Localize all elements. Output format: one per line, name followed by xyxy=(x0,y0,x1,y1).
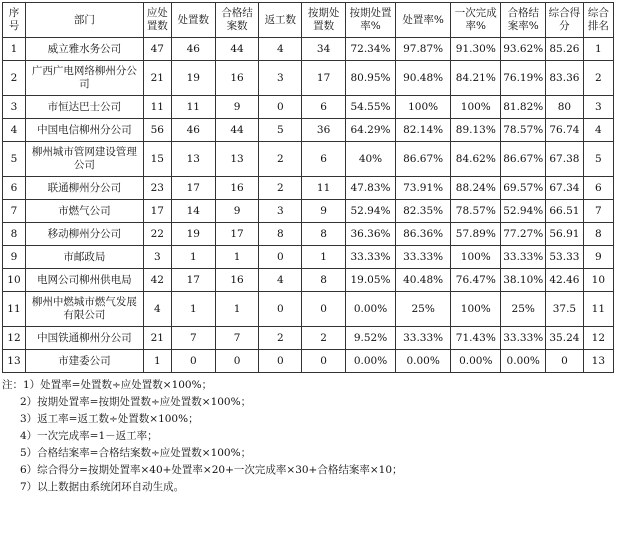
cell-index: 9 xyxy=(3,246,26,269)
table-row xyxy=(3,38,614,61)
cell-score: 67.38 xyxy=(546,142,584,177)
cell-department: 市燃气公司 xyxy=(25,200,143,223)
header-qualified-rate: 合格结案率% xyxy=(501,3,546,38)
cell-rework-count: 2 xyxy=(259,327,302,350)
cell-rank: 11 xyxy=(583,292,613,327)
note-item: 7）以上数据由系统闭环自动生成。 xyxy=(20,481,185,493)
cell-department: 威立雅水务公司 xyxy=(25,38,143,61)
cell-first-pass-rate: 100% xyxy=(451,292,501,327)
cell-handle-rate: 100% xyxy=(396,96,451,119)
cell-ontime-rate: 40% xyxy=(345,142,395,177)
table-row xyxy=(3,61,614,96)
cell-index: 2 xyxy=(3,61,26,96)
cell-due-count: 23 xyxy=(143,177,171,200)
cell-qualified-count: 44 xyxy=(215,38,259,61)
cell-index: 8 xyxy=(3,223,26,246)
cell-rework-count: 0 xyxy=(259,96,302,119)
cell-handle-rate: 73.91% xyxy=(396,177,451,200)
cell-due-count: 22 xyxy=(143,223,171,246)
cell-ontime-count: 0 xyxy=(302,292,346,327)
cell-index: 5 xyxy=(3,142,26,177)
cell-score: 76.74 xyxy=(546,119,584,142)
cell-ontime-rate: 52.94% xyxy=(345,200,395,223)
cell-score: 53.33 xyxy=(546,246,584,269)
cell-ontime-count: 6 xyxy=(302,142,346,177)
cell-handled-count: 7 xyxy=(171,327,215,350)
cell-ontime-rate: 36.36% xyxy=(345,223,395,246)
cell-first-pass-rate: 57.89% xyxy=(451,223,501,246)
cell-handled-count: 17 xyxy=(171,177,215,200)
cell-ontime-rate: 9.52% xyxy=(345,327,395,350)
cell-rework-count: 8 xyxy=(259,223,302,246)
header-index: 序号 xyxy=(3,3,26,38)
cell-qualified-count: 0 xyxy=(215,350,259,373)
cell-rank: 8 xyxy=(583,223,613,246)
cell-due-count: 56 xyxy=(143,119,171,142)
cell-qualified-count: 16 xyxy=(215,269,259,292)
cell-handle-rate: 90.48% xyxy=(396,61,451,96)
cell-due-count: 4 xyxy=(143,292,171,327)
cell-rank: 12 xyxy=(583,327,613,350)
cell-index: 3 xyxy=(3,96,26,119)
cell-ontime-rate: 54.55% xyxy=(345,96,395,119)
cell-score: 0 xyxy=(546,350,584,373)
cell-due-count: 1 xyxy=(143,350,171,373)
cell-qualified-rate: 76.19% xyxy=(501,61,546,96)
cell-first-pass-rate: 84.21% xyxy=(451,61,501,96)
cell-ontime-count: 2 xyxy=(302,327,346,350)
cell-handle-rate: 82.35% xyxy=(396,200,451,223)
cell-score: 35.24 xyxy=(546,327,584,350)
cell-department: 柳州中燃城市燃气发展有限公司 xyxy=(25,292,143,327)
cell-due-count: 15 xyxy=(143,142,171,177)
cell-index: 10 xyxy=(3,269,26,292)
cell-handled-count: 19 xyxy=(171,61,215,96)
cell-rework-count: 0 xyxy=(259,292,302,327)
cell-qualified-count: 9 xyxy=(215,200,259,223)
cell-ontime-count: 36 xyxy=(302,119,346,142)
cell-rank: 10 xyxy=(583,269,613,292)
cell-handle-rate: 82.14% xyxy=(396,119,451,142)
cell-handle-rate: 97.87% xyxy=(396,38,451,61)
header-score: 综合得分 xyxy=(546,3,584,38)
cell-due-count: 42 xyxy=(143,269,171,292)
cell-ontime-rate: 80.95% xyxy=(345,61,395,96)
cell-handle-rate: 33.33% xyxy=(396,246,451,269)
header-handled-count: 处置数 xyxy=(171,3,215,38)
header-first-pass-rate: 一次完成率% xyxy=(451,3,501,38)
cell-qualified-count: 1 xyxy=(215,246,259,269)
header-handle-rate: 处置率% xyxy=(396,3,451,38)
cell-department: 移动柳州分公司 xyxy=(25,223,143,246)
cell-department: 电网公司柳州供电局 xyxy=(25,269,143,292)
cell-qualified-count: 9 xyxy=(215,96,259,119)
cell-first-pass-rate: 0.00% xyxy=(451,350,501,373)
cell-handle-rate: 25% xyxy=(396,292,451,327)
cell-due-count: 3 xyxy=(143,246,171,269)
cell-ontime-count: 6 xyxy=(302,96,346,119)
note-item: 5）合格结案率=合格结案数÷应处置数×100%； xyxy=(20,447,252,459)
header-ontime-rate: 按期处置率% xyxy=(345,3,395,38)
cell-handled-count: 0 xyxy=(171,350,215,373)
cell-index: 11 xyxy=(3,292,26,327)
cell-index: 4 xyxy=(3,119,26,142)
cell-handle-rate: 86.36% xyxy=(396,223,451,246)
cell-qualified-rate: 78.57% xyxy=(501,119,546,142)
cell-rank: 1 xyxy=(583,38,613,61)
cell-handled-count: 11 xyxy=(171,96,215,119)
cell-qualified-count: 17 xyxy=(215,223,259,246)
cell-rank: 7 xyxy=(583,200,613,223)
cell-rank: 5 xyxy=(583,142,613,177)
cell-ontime-rate: 33.33% xyxy=(345,246,395,269)
cell-index: 7 xyxy=(3,200,26,223)
table-header-row xyxy=(3,3,614,38)
header-department: 部门 xyxy=(25,3,143,38)
cell-due-count: 17 xyxy=(143,200,171,223)
cell-ontime-count: 1 xyxy=(302,246,346,269)
cell-department: 市邮政局 xyxy=(25,246,143,269)
cell-ontime-count: 11 xyxy=(302,177,346,200)
note-item: 4）一次完成率=1－返工率； xyxy=(20,430,158,442)
note-item: 2）按期处置率=按期处置数÷应处置数×100%； xyxy=(20,396,252,408)
cell-ontime-count: 0 xyxy=(302,350,346,373)
cell-department: 广西广电网络柳州分公司 xyxy=(25,61,143,96)
cell-due-count: 11 xyxy=(143,96,171,119)
note-item: 注：1）处置率=处置数÷应处置数×100%； xyxy=(2,379,213,391)
cell-rework-count: 0 xyxy=(259,350,302,373)
cell-score: 66.51 xyxy=(546,200,584,223)
cell-handled-count: 13 xyxy=(171,142,215,177)
cell-score: 85.26 xyxy=(546,38,584,61)
cell-department: 中国铁通柳州分公司 xyxy=(25,327,143,350)
cell-handle-rate: 86.67% xyxy=(396,142,451,177)
cell-score: 67.34 xyxy=(546,177,584,200)
cell-handled-count: 46 xyxy=(171,38,215,61)
table-row xyxy=(3,350,614,373)
cell-rank: 4 xyxy=(583,119,613,142)
table-row xyxy=(3,327,614,350)
cell-qualified-rate: 33.33% xyxy=(501,327,546,350)
cell-due-count: 21 xyxy=(143,327,171,350)
cell-first-pass-rate: 78.57% xyxy=(451,200,501,223)
notes-section xyxy=(2,373,614,496)
cell-score: 56.91 xyxy=(546,223,584,246)
table-row xyxy=(3,292,614,327)
cell-rework-count: 0 xyxy=(259,246,302,269)
cell-ontime-count: 34 xyxy=(302,38,346,61)
cell-rank: 6 xyxy=(583,177,613,200)
cell-qualified-count: 44 xyxy=(215,119,259,142)
cell-qualified-count: 1 xyxy=(215,292,259,327)
cell-handle-rate: 33.33% xyxy=(396,327,451,350)
cell-first-pass-rate: 88.24% xyxy=(451,177,501,200)
cell-ontime-rate: 64.29% xyxy=(345,119,395,142)
cell-ontime-count: 8 xyxy=(302,269,346,292)
cell-qualified-rate: 81.82% xyxy=(501,96,546,119)
cell-rank: 3 xyxy=(583,96,613,119)
cell-qualified-rate: 86.67% xyxy=(501,142,546,177)
cell-index: 6 xyxy=(3,177,26,200)
cell-score: 83.36 xyxy=(546,61,584,96)
cell-ontime-count: 17 xyxy=(302,61,346,96)
cell-ontime-count: 9 xyxy=(302,200,346,223)
cell-qualified-count: 7 xyxy=(215,327,259,350)
cell-score: 80 xyxy=(546,96,584,119)
cell-rework-count: 2 xyxy=(259,142,302,177)
cell-handled-count: 19 xyxy=(171,223,215,246)
header-rework-count: 返工数 xyxy=(259,3,302,38)
cell-due-count: 47 xyxy=(143,38,171,61)
cell-qualified-rate: 38.10% xyxy=(501,269,546,292)
table-row xyxy=(3,119,614,142)
cell-first-pass-rate: 91.30% xyxy=(451,38,501,61)
cell-rework-count: 5 xyxy=(259,119,302,142)
cell-first-pass-rate: 100% xyxy=(451,96,501,119)
cell-ontime-rate: 19.05% xyxy=(345,269,395,292)
cell-handled-count: 14 xyxy=(171,200,215,223)
cell-qualified-rate: 69.57% xyxy=(501,177,546,200)
header-due-count: 应处置数 xyxy=(143,3,171,38)
cell-rework-count: 3 xyxy=(259,61,302,96)
cell-rework-count: 2 xyxy=(259,177,302,200)
cell-rank: 13 xyxy=(583,350,613,373)
table-row xyxy=(3,142,614,177)
note-item: 3）返工率=返工数÷处置数×100%； xyxy=(20,413,199,425)
notes-prefix: 注： xyxy=(2,379,23,391)
cell-department: 市建委公司 xyxy=(25,350,143,373)
cell-qualified-rate: 0.00% xyxy=(501,350,546,373)
cell-handle-rate: 40.48% xyxy=(396,269,451,292)
table-row xyxy=(3,96,614,119)
cell-rank: 2 xyxy=(583,61,613,96)
cell-rank: 9 xyxy=(583,246,613,269)
cell-ontime-rate: 47.83% xyxy=(345,177,395,200)
cell-ontime-rate: 0.00% xyxy=(345,350,395,373)
cell-first-pass-rate: 84.62% xyxy=(451,142,501,177)
table-row xyxy=(3,200,614,223)
cell-due-count: 21 xyxy=(143,61,171,96)
cell-qualified-count: 13 xyxy=(215,142,259,177)
cell-ontime-count: 8 xyxy=(302,223,346,246)
cell-ontime-rate: 72.34% xyxy=(345,38,395,61)
cell-qualified-rate: 33.33% xyxy=(501,246,546,269)
cell-first-pass-rate: 71.43% xyxy=(451,327,501,350)
cell-department: 市恒达巴士公司 xyxy=(25,96,143,119)
cell-qualified-count: 16 xyxy=(215,61,259,96)
cell-first-pass-rate: 89.13% xyxy=(451,119,501,142)
cell-qualified-rate: 77.27% xyxy=(501,223,546,246)
cell-department: 中国电信柳州分公司 xyxy=(25,119,143,142)
cell-department: 柳州城市管网建设管理公司 xyxy=(25,142,143,177)
cell-qualified-rate: 93.62% xyxy=(501,38,546,61)
cell-first-pass-rate: 100% xyxy=(451,246,501,269)
table-row xyxy=(3,177,614,200)
header-qualified-count: 合格结案数 xyxy=(215,3,259,38)
cell-rework-count: 3 xyxy=(259,200,302,223)
report-sheet xyxy=(2,2,614,496)
cell-qualified-count: 16 xyxy=(215,177,259,200)
cell-department: 联通柳州分公司 xyxy=(25,177,143,200)
note-item: 6）综合得分=按期处置率×40+处置率×20+一次完成率×30+合格结案率×10； xyxy=(20,464,403,476)
cell-index: 13 xyxy=(3,350,26,373)
cell-first-pass-rate: 76.47% xyxy=(451,269,501,292)
header-ontime-count: 按期处置数 xyxy=(302,3,346,38)
cell-handle-rate: 0.00% xyxy=(396,350,451,373)
cell-score: 37.5 xyxy=(546,292,584,327)
cell-rework-count: 4 xyxy=(259,269,302,292)
cell-qualified-rate: 52.94% xyxy=(501,200,546,223)
header-rank: 综合排名 xyxy=(583,3,613,38)
ranking-table xyxy=(2,2,614,373)
cell-handled-count: 17 xyxy=(171,269,215,292)
cell-index: 12 xyxy=(3,327,26,350)
cell-rework-count: 4 xyxy=(259,38,302,61)
cell-qualified-rate: 25% xyxy=(501,292,546,327)
cell-handled-count: 1 xyxy=(171,292,215,327)
cell-ontime-rate: 0.00% xyxy=(345,292,395,327)
cell-score: 42.46 xyxy=(546,269,584,292)
cell-handled-count: 1 xyxy=(171,246,215,269)
cell-handled-count: 46 xyxy=(171,119,215,142)
table-row xyxy=(3,246,614,269)
cell-index: 1 xyxy=(3,38,26,61)
table-row xyxy=(3,269,614,292)
table-row xyxy=(3,223,614,246)
